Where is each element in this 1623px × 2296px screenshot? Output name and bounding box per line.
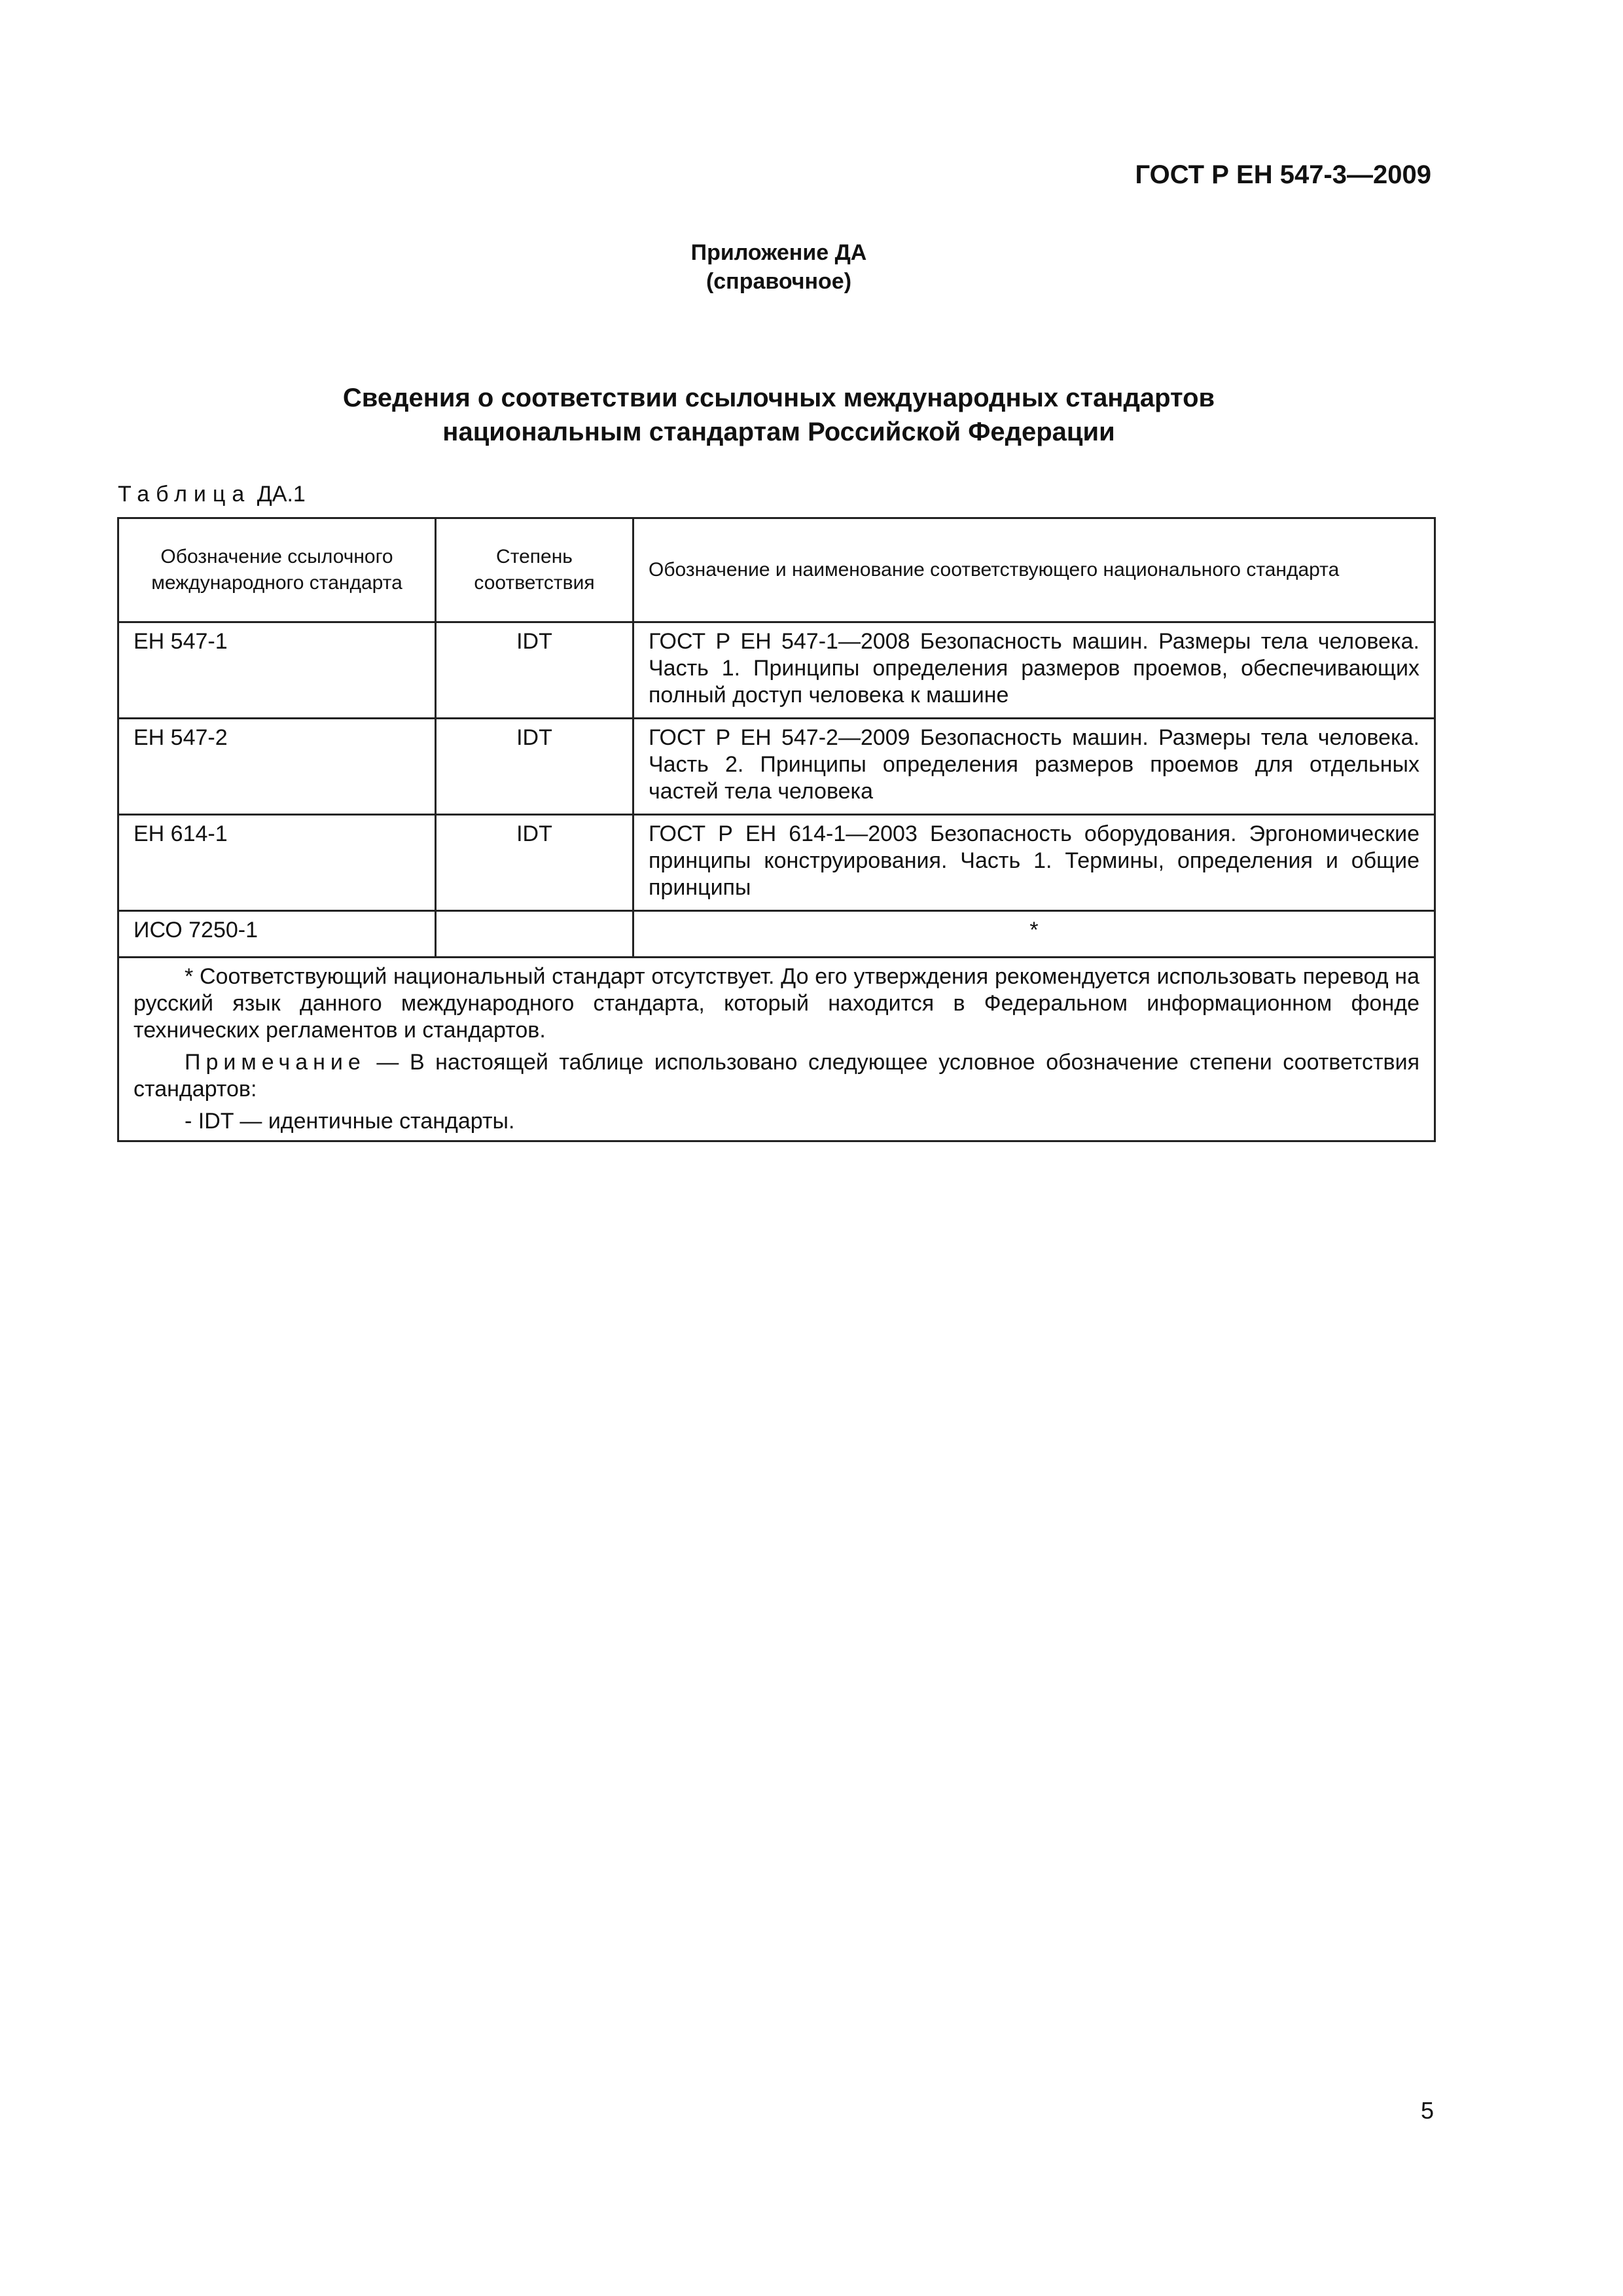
degree-cell: IDT	[436, 622, 633, 719]
table-header-row	[118, 518, 1435, 622]
note-item: - IDT — идентичные стандарты.	[185, 1109, 515, 1134]
table-caption-number: ДА.1	[257, 482, 306, 507]
degree-cell: IDT	[436, 815, 633, 911]
degree-cell: IDT	[436, 719, 633, 815]
table-row	[118, 622, 1435, 719]
document-code: ГОСТ Р ЕН 547-3—2009	[1135, 160, 1431, 189]
reference-standard-cell: ИСО 7250-1	[118, 911, 436, 958]
column-header-degree: Степень соответствия	[436, 518, 633, 622]
page-number: 5	[1420, 2097, 1434, 2124]
footnote-text: * Соответствующий национальный стандарт отсутствует. До его утверждения рекомендуется использовать перевод на русский язык данного международного стандарта, который находится в Федеральном информационном фонде технических регламентов и стандартов.	[134, 964, 1419, 1043]
column-header-national: Обозначение и наименование соответствующего национального стандарта	[633, 518, 1435, 622]
note-text: — В настоящей таблице использовано следующее условное обозначение степени соответствия стандартов:	[134, 1050, 1419, 1102]
annex-title: Приложение ДА	[690, 240, 867, 265]
column-header-reference: Обозначение ссылочного международного стандарта	[118, 518, 436, 622]
national-standard-cell: ГОСТ Р ЕН 547-2—2009 Безопасность машин. Размеры тела человека. Часть 2. Принципы определения размеров проемов для отдельных частей тела человека	[633, 719, 1435, 815]
national-standard-cell: ГОСТ Р ЕН 614-1—2003 Безопасность оборудования. Эргономические принципы конструирования. Часть 1. Термины, определения и общие принципы	[633, 815, 1435, 911]
national-standard-cell: ГОСТ Р ЕН 547-1—2008 Безопасность машин. Размеры тела человека. Часть 1. Принципы определения размеров проемов, обеспечивающих полный доступ человека к машине	[633, 622, 1435, 719]
annex-heading	[0, 238, 1558, 296]
annex-status: (справочное)	[705, 269, 852, 294]
table-row	[118, 719, 1435, 815]
section-title	[0, 381, 1558, 449]
table-footer-row	[118, 958, 1435, 1141]
reference-standard-cell: ЕН 547-2	[118, 719, 436, 815]
table-note	[134, 1049, 1419, 1103]
reference-standard-cell: ЕН 614-1	[118, 815, 436, 911]
section-title-line-1: Сведения о соответствии ссылочных международных стандартов	[342, 384, 1215, 412]
degree-cell	[436, 911, 633, 958]
table-caption	[118, 482, 306, 507]
correspondence-table	[117, 517, 1436, 1142]
table-row	[118, 911, 1435, 958]
national-standard-cell: *	[633, 911, 1435, 958]
note-label: Примечание	[185, 1050, 366, 1075]
table-row	[118, 815, 1435, 911]
table-footnote-cell	[118, 958, 1435, 1141]
table-caption-word: Таблица	[118, 482, 251, 507]
reference-standard-cell: ЕН 547-1	[118, 622, 436, 719]
section-title-line-2: национальным стандартам Российской Федерации	[442, 418, 1115, 446]
